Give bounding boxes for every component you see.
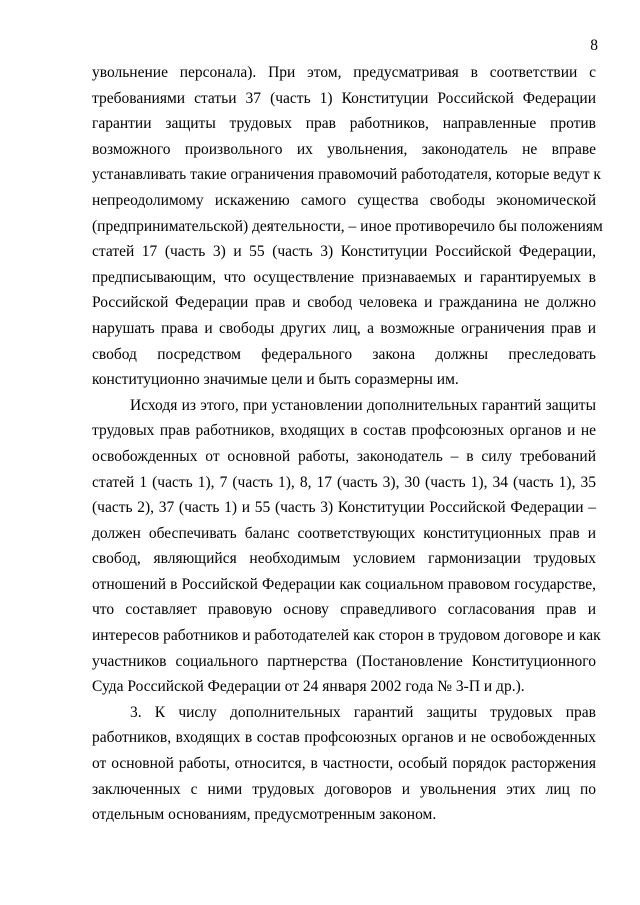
- text-line: Российской Федерации прав и свобод человека и гражданина не должно: [92, 294, 596, 312]
- paragraph-1: [92, 60, 603, 393]
- text-line: конституционно значимые цели и быть соразмерны им.: [92, 371, 459, 389]
- paragraph-3: [92, 700, 596, 828]
- text-line: статей 1 (часть 1), 7 (часть 1), 8, 17 (часть 3), 30 (часть 1), 34 (часть 1), 35: [92, 473, 596, 491]
- text-line: работников, входящих в состав профсоюзных органов и не освобожденных: [92, 729, 596, 747]
- text-line: нарушать права и свободы других лиц, а возможные ограничения прав и: [92, 319, 596, 337]
- text-line: от основной работы, относится, в частности, особый порядок расторжения: [92, 755, 596, 773]
- text-line: свобод посредством федерального закона должны преследовать: [92, 345, 596, 363]
- text-line: отношений в Российской Федерации как социальном правовом государстве,: [92, 575, 596, 593]
- text-line: трудовых прав работников, входящих в состав профсоюзных органов и не: [92, 422, 596, 440]
- text-line: гарантии защиты трудовых прав работников, направленные против: [92, 115, 596, 133]
- text-line: Суда Российской Федерации от 24 января 2002 года № 3-П и др.).: [92, 678, 525, 696]
- text-line: свобод, являющийся необходимым условием гармонизации трудовых: [92, 550, 596, 568]
- text-line: устанавливать такие ограничения правомочий работодателя, которые ведут к: [92, 166, 601, 184]
- text-line: увольнение персонала). При этом, предусматривая в соответствии с: [92, 64, 596, 81]
- text-line: требованиями статьи 37 (часть 1) Конституции Российской Федерации: [92, 89, 596, 107]
- text-line: интересов работников и работодателей как сторон в трудовом договоре и как: [92, 627, 601, 645]
- text-line: статей 17 (часть 3) и 55 (часть 3) Конституции Российской Федерации,: [92, 243, 596, 261]
- text-line: возможного произвольного их увольнения, законодатель не вправе: [92, 140, 596, 158]
- text-line: что составляет правовую основу справедливого согласования прав и: [92, 601, 596, 619]
- text-line: должен обеспечивать баланс соответствующих конституционных прав и: [92, 524, 596, 542]
- text-line: заключенных с ними трудовых договоров и увольнения этих лиц по: [92, 780, 596, 798]
- text-line: 3. К числу дополнительных гарантий защиты трудовых прав: [130, 703, 596, 721]
- document-body: [92, 60, 603, 828]
- text-line: непреодолимому искажению самого существа свободы экономической: [92, 191, 596, 209]
- text-line: предписывающим, что осуществление признаваемых и гарантируемых в: [92, 268, 596, 286]
- text-line: Исходя из этого, при установлении дополнительных гарантий защиты: [130, 396, 596, 414]
- text-line: участников социального партнерства (Постановление Конституционного: [92, 652, 596, 670]
- text-line: (часть 2), 37 (часть 1) и 55 (часть 3) Конституции Российской Федерации –: [92, 499, 596, 517]
- text-line: освобожденных от основной работы, законодатель – в силу требований: [92, 447, 596, 465]
- text-line: отдельным основаниям, предусмотренным законом.: [92, 806, 437, 824]
- page-number: 8: [590, 37, 598, 54]
- text-line: (предпринимательской) деятельности, – иное противоречило бы положениям: [92, 217, 603, 235]
- paragraph-2: [92, 393, 601, 700]
